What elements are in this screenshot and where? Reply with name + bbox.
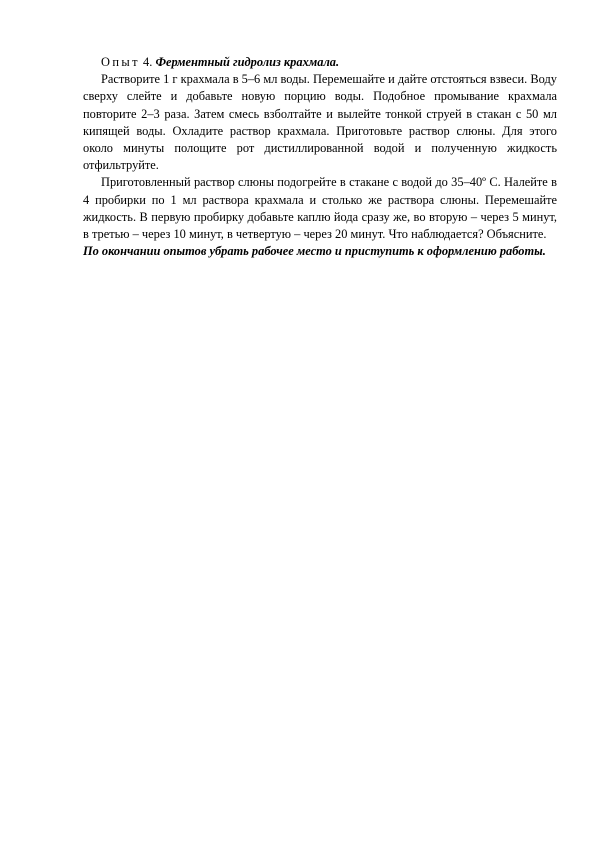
experiment-title: Ферментный гидролиз крахмала.: [155, 55, 340, 69]
experiment-number: 4.: [143, 55, 153, 69]
paragraph-procedure: Приготовленный раствор слюны подогрейте в стакане с водой до 35–40º С. Налейте в 4 пробирки по 1 мл раствора крахмала и столько же раствора слюны. Перемешайте жидкость. В первую пробирку добавьте каплю йода сразу же, во вторую – через 5 минут, в третью – через 10 минут, в четвертую – через 20 минут. Что наблюдается? Объясните.: [83, 175, 557, 242]
experiment-label: Опыт: [101, 55, 140, 69]
paragraph-preparation: Растворите 1 г крахмала в 5–6 мл воды. Перемешайте и дайте отстояться взвеси. Воду сверху слейте и добавьте новую порцию воды. Подобное промывание крахмала повторите 2–3 раза. Затем смесь взболтайте и вылейте тонкой струей в стакан с 50 мл кипящей воды. Охладите раствор крахмала. Приготовьте раствор слюны. Для этого около минуты полощите рот дистиллированной водой и полученную жидкость отфильтруйте.: [83, 72, 557, 173]
experiment-heading: [83, 54, 557, 71]
document-body: [83, 54, 557, 260]
closing-note: По окончании опытов убрать рабочее место и приступить к оформлению работы.: [83, 244, 546, 259]
